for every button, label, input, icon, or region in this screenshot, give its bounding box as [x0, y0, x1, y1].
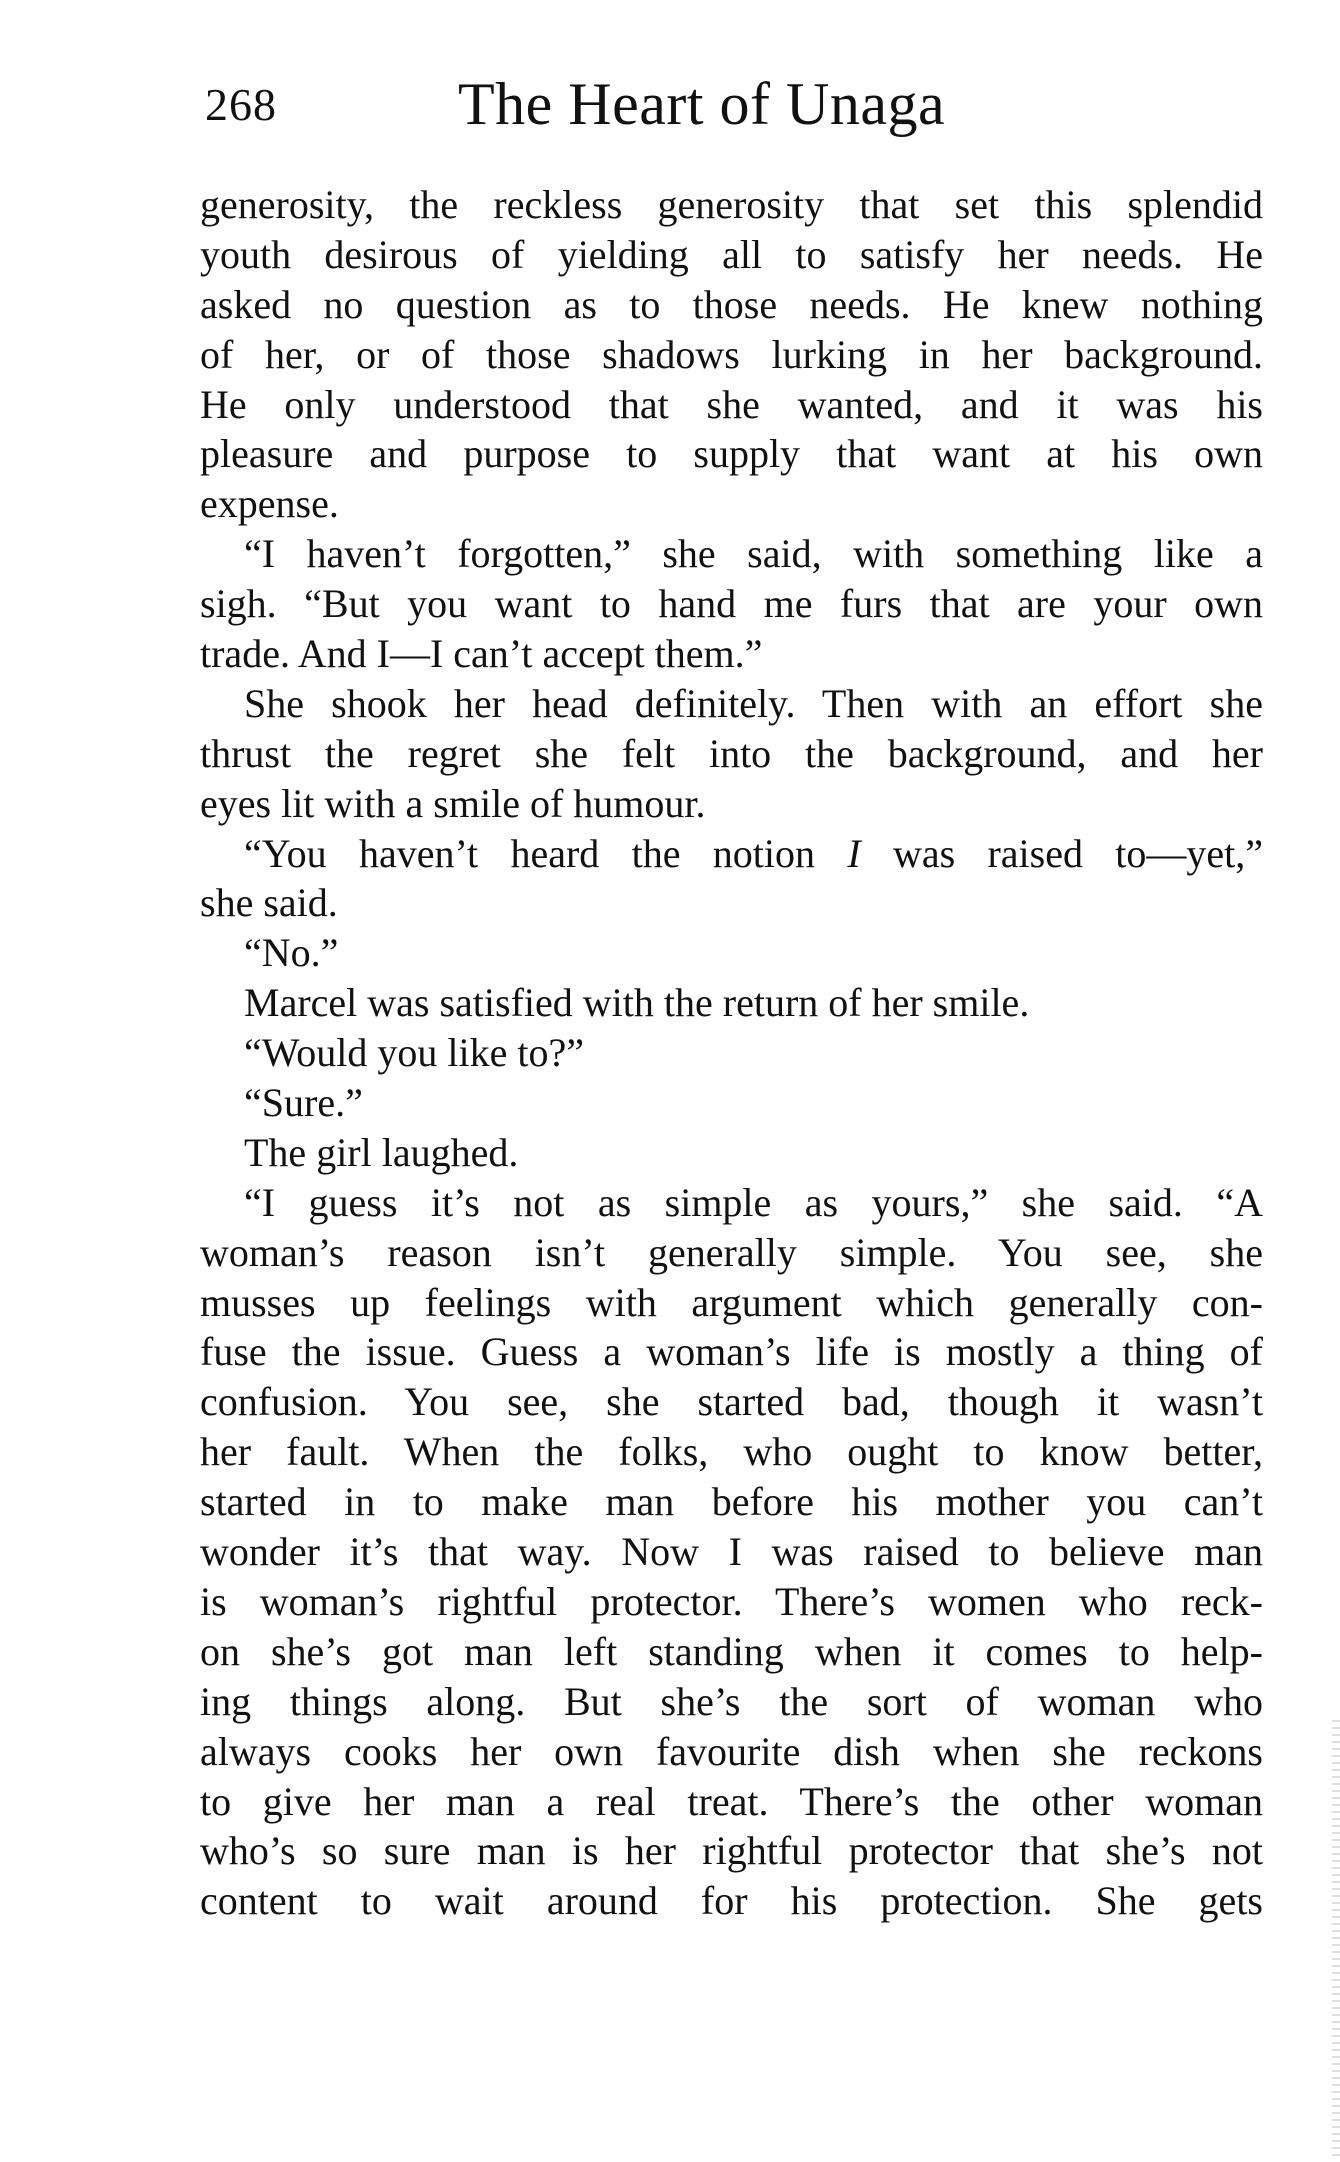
text-line: wonder it’s that way. Now I was raised to believe man: [200, 1529, 1263, 1575]
text-line: she said.: [200, 880, 338, 926]
text-line: She shook her head definitely. Then with an effort she: [244, 680, 1263, 726]
text-line: youth desirous of yielding all to satisfy her needs. He: [200, 231, 1263, 277]
text-line: fuse the issue. Guess a woman’s life is mostly a thing of: [200, 1329, 1263, 1375]
text-line: “I guess it’s not as simple as yours,” she said. “A: [244, 1179, 1263, 1225]
text-line: to give her man a real treat. There’s the other woman: [200, 1778, 1263, 1824]
text-line: Marcel was satisfied with the return of her smile.: [244, 980, 1030, 1026]
text-line: always cooks her own favourite dish when she reckons: [200, 1728, 1263, 1774]
text-line: “No.”: [244, 930, 339, 976]
text-line: “You haven’t heard the notion I was raised to—yet,”: [244, 830, 1264, 876]
text-line: on she’s got man left standing when it comes to help-: [200, 1628, 1263, 1674]
body-text: [200, 180, 1263, 1926]
text-line: “I haven’t forgotten,” she said, with something like a: [244, 531, 1263, 577]
text-line: who’s so sure man is her rightful protector that she’s not: [200, 1828, 1263, 1874]
text-line: content to wait around for his protection. She gets: [200, 1878, 1263, 1924]
text-line: The girl laughed.: [244, 1129, 519, 1175]
text-line: of her, or of those shadows lurking in her background.: [200, 331, 1263, 377]
text-line: eyes lit with a smile of humour.: [200, 780, 706, 826]
text-line: thrust the regret she felt into the background, and her: [200, 730, 1263, 776]
emphasis: I: [847, 830, 861, 876]
text-line: pleasure and purpose to supply that want at his own: [200, 431, 1263, 477]
text-line: ing things along. But she’s the sort of woman who: [200, 1678, 1263, 1724]
text-line: “Would you like to?”: [244, 1030, 585, 1076]
text-line: her fault. When the folks, who ought to know better,: [200, 1429, 1263, 1475]
text-line: sigh. “But you want to hand me furs that are your own: [200, 581, 1263, 627]
text-line: He only understood that she wanted, and it was his: [200, 381, 1263, 427]
page-header: [205, 70, 1265, 150]
text-line: trade. And I—I can’t accept them.”: [200, 631, 763, 677]
text-line: expense.: [200, 481, 339, 527]
text-line: woman’s reason isn’t generally simple. You see, she: [200, 1229, 1263, 1275]
scan-edge-mark: [1332, 1720, 1340, 2160]
text-line: “Sure.”: [244, 1080, 363, 1126]
text-line: is woman’s rightful protector. There’s women who reck-: [200, 1578, 1263, 1624]
text-line: musses up feelings with argument which generally con-: [200, 1279, 1263, 1325]
text-line: asked no question as to those needs. He knew nothing: [200, 281, 1263, 327]
text-line: started in to make man before his mother you can’t: [200, 1479, 1263, 1525]
text-line: confusion. You see, she started bad, though it wasn’t: [200, 1379, 1263, 1425]
running-title: The Heart of Unaga: [458, 71, 946, 137]
text-line: generosity, the reckless generosity that set this splendid: [200, 182, 1263, 227]
page-number: 268: [205, 79, 277, 130]
